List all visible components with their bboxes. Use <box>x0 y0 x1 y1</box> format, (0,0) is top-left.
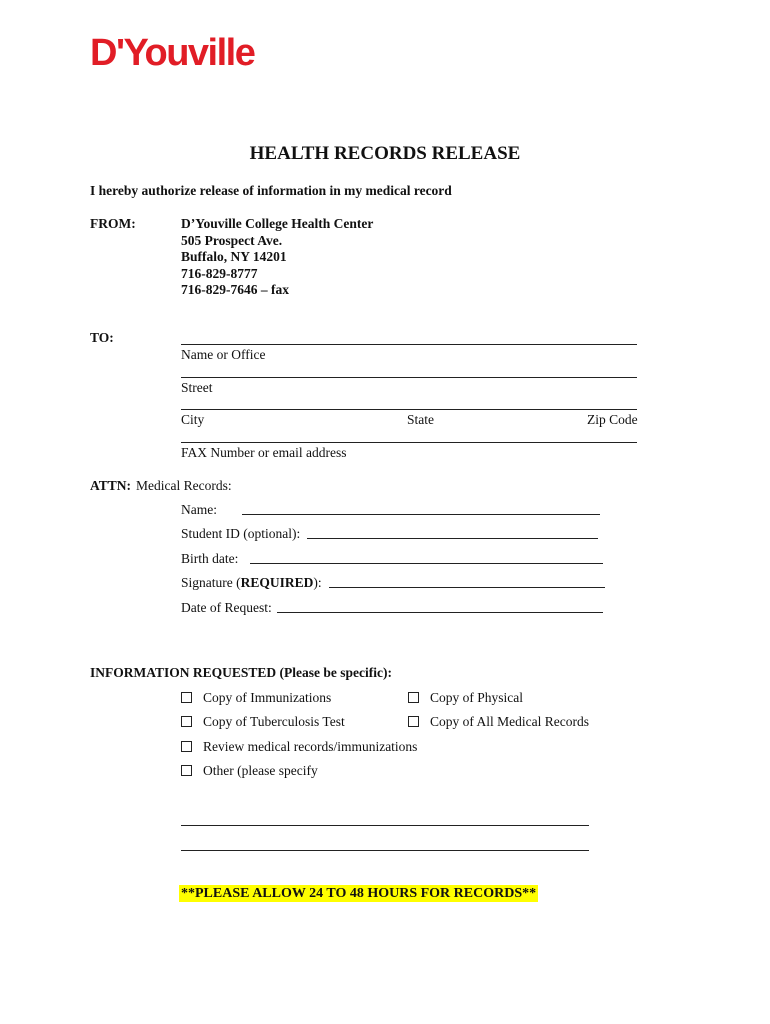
birth-date-field[interactable] <box>250 563 603 564</box>
all-records-checkbox[interactable] <box>408 716 419 727</box>
to-label: TO: <box>90 330 114 345</box>
to-zip-label: Zip Code <box>587 412 638 427</box>
review-checkbox[interactable] <box>181 741 192 752</box>
other-specify-line-1[interactable] <box>181 825 589 826</box>
signature-label-end: ): <box>313 575 322 590</box>
signature-label <box>181 575 322 591</box>
attn-value: Medical Records: <box>136 478 232 493</box>
attn-label: ATTN: <box>90 478 132 493</box>
to-state-label: State <box>407 412 434 427</box>
from-label: FROM: <box>90 216 136 231</box>
other-label: Other (please specify <box>203 763 318 778</box>
authorize-text: I hereby authorize release of information in my medical record <box>90 183 452 198</box>
to-name-field[interactable] <box>181 344 637 345</box>
physical-label: Copy of Physical <box>430 690 523 705</box>
from-line: D’Youville College Health Center <box>181 216 374 231</box>
other-specify-line-2[interactable] <box>181 850 589 851</box>
name-label: Name: <box>181 502 217 517</box>
to-name-label: Name or Office <box>181 347 266 362</box>
date-of-request-field[interactable] <box>277 612 603 613</box>
all-records-label: Copy of All Medical Records <box>430 714 589 729</box>
signature-field[interactable] <box>329 587 605 588</box>
dyouville-logo: D'Youville <box>90 32 255 74</box>
student-id-label: Student ID (optional): <box>181 526 301 541</box>
to-address-field[interactable] <box>181 409 637 410</box>
from-line: 505 Prospect Ave. <box>181 233 283 248</box>
from-line: 716-829-7646 – fax <box>181 282 289 297</box>
records-notice <box>179 884 538 902</box>
birth-date-label: Birth date: <box>181 551 239 566</box>
from-line: Buffalo, NY 14201 <box>181 249 287 264</box>
to-street-label: Street <box>181 380 213 395</box>
name-field[interactable] <box>242 514 600 515</box>
immunizations-checkbox[interactable] <box>181 692 192 703</box>
to-street-field[interactable] <box>181 377 637 378</box>
info-heading: INFORMATION REQUESTED (Please be specific): <box>90 665 392 680</box>
immunizations-label: Copy of Immunizations <box>203 690 332 705</box>
page-title: HEALTH RECORDS RELEASE <box>249 143 521 164</box>
to-city-label: City <box>181 412 205 427</box>
signature-label-start: Signature ( <box>181 575 241 590</box>
review-label: Review medical records/immunizations <box>203 739 418 754</box>
signature-required: REQUIRED <box>240 575 314 590</box>
tb-test-checkbox[interactable] <box>181 716 192 727</box>
to-fax-field[interactable] <box>181 442 637 443</box>
to-fax-label: FAX Number or email address <box>181 445 347 460</box>
student-id-field[interactable] <box>307 538 598 539</box>
tb-test-label: Copy of Tuberculosis Test <box>203 714 345 729</box>
other-checkbox[interactable] <box>181 765 192 776</box>
date-of-request-label: Date of Request: <box>181 600 272 615</box>
physical-checkbox[interactable] <box>408 692 419 703</box>
from-line: 716-829-8777 <box>181 266 258 281</box>
records-notice-text: **PLEASE ALLOW 24 TO 48 HOURS FOR RECORDS** <box>181 886 537 901</box>
